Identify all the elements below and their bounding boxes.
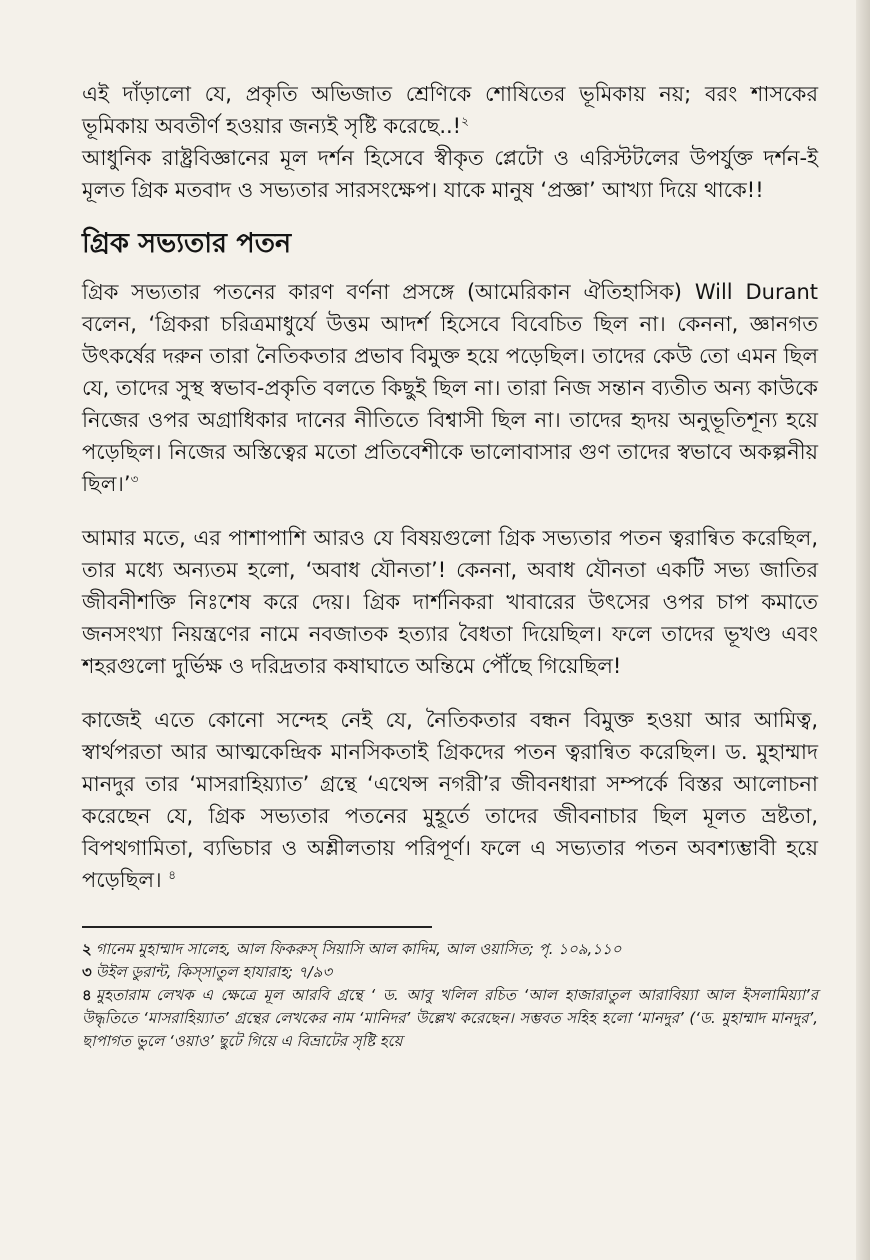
paragraph-2: আধুনিক রাষ্ট্রবিজ্ঞানের মূল দর্শন হিসেবে স্বীকৃত প্লেটো ও এরিস্টটলের উপর্যুক্ত দর্শন-ই মূলত গ্রিক মতবাদ ও সভ্যতার সারসংক্ষেপ। যাকে মানুষ ‘প্রজ্ঞা’ আখ্যা দিয়ে থাকে!! (82, 146, 818, 202)
paragraph-5 (82, 704, 818, 896)
footnote-3 (82, 961, 818, 984)
page-binding-shadow (856, 0, 870, 1260)
footnote-4 (82, 984, 818, 1053)
paragraph-4: আমার মতে, এর পাশাপাশি আরও যে বিষয়গুলো গ্রিক সভ্যতার পতন ত্বরান্বিত করেছিল, তার মধ্যে অন্যতম হলো, ‘অবাধ যৌনতা’! কেননা, অবাধ যৌনতা একটি সভ্য জাতির জীবনীশক্তি নিঃশেষ করে দেয়। গ্রিক দার্শনিকরা খাবারের উৎসের ওপর চাপ কমাতে জনসংখ্যা নিয়ন্ত্রণের নামে নবজাতক হত্যার বৈধতা দিয়েছিল। ফলে তাদের ভূখণ্ড এবং শহরগুলো দুর্ভিক্ষ ও দরিদ্রতার কষাঘাতে অন্তিমে পৌঁছে গিয়েছিল! (82, 526, 818, 678)
footnote-text: গানেম মুহাম্মাদ সালেহ, আল ফিকরুস্ সিয়াসি আল কাদিম, আল ওয়াসিত; পৃ. ১০৯,১১০ (95, 940, 622, 958)
footnote-text: উইল ডুরান্ট, কিস্সাতুল হাযারাহ; ৭/৯৩ (95, 963, 333, 981)
footnote-mark: ৩ (82, 963, 92, 981)
footnote-ref-4: ৪ (168, 868, 177, 882)
book-page (82, 78, 818, 1053)
footnote-2 (82, 938, 818, 961)
footnote-divider (82, 926, 432, 928)
paragraph-3 (82, 276, 818, 500)
footnote-mark: ৪ (82, 986, 92, 1004)
footnote-ref-3: ৩ (130, 472, 139, 486)
paragraph-1 (82, 78, 818, 142)
section-heading: গ্রিক সভ্যতার পতন (82, 228, 292, 259)
paragraph-1-text: এই দাঁড়ালো যে, প্রকৃতি অভিজাত শ্রেণিকে শোষিতের ভূমিকায় নয়; বরং শাসকের ভূমিকায় অবতীর্ণ হওয়ার জন্যই সৃষ্টি করেছে..! (82, 82, 818, 138)
paragraph-3-text: গ্রিক সভ্যতার পতনের কারণ বর্ণনা প্রসঙ্গে (আমেরিকান ঐতিহাসিক) Will Durant বলেন, ‘গ্রিকরা চরিত্রমাধুর্যে উত্তম আদর্শ হিসেবে বিবেচিত ছিল না। কেননা, জ্ঞানগত উৎকর্ষের দরুন তারা নৈতিকতার প্রভাব বিমুক্ত হয়ে পড়েছিল। তাদের কেউ তো এমন ছিল যে, তাদের সুস্থ স্বভাব-প্রকৃতি বলতে কিছুই ছিল না। তারা নিজ সন্তান ব্যতীত অন্য কাউকে নিজের ওপর অগ্রাধিকার দানের নীতিতে বিশ্বাসী ছিল না। তাদের হৃদয় অনুভূতিশূন্য হয়ে পড়েছিল। নিজের অস্তিত্বের মতো প্রতিবেশীকে ভালোবাসার গুণ তাদের স্বভাবে অকল্পনীয় ছিল।’ (82, 280, 818, 496)
paragraph-5-text: কাজেই এতে কোনো সন্দেহ নেই যে, নৈতিকতার বন্ধন বিমুক্ত হওয়া আর আমিত্ব, স্বার্থপরতা আর আত্মকেন্দ্রিক মানসিকতাই গ্রিকদের পতন ত্বরান্বিত করেছিল। ড. মুহাম্মাদ মানদুর তার ‘মাসরাহিয়্যাত’ গ্রন্থে ‘এথেন্স নগরী’র জীবনধারা সম্পর্কে বিস্তর আলোচনা করেছেন যে, গ্রিক সভ্যতার পতনের মুহূর্তে তাদের জীবনাচার ছিল মূলত ভ্রষ্টতা, বিপথগামিতা, ব্যভিচার ও অশ্লীলতায় পরিপূর্ণ। ফলে এ সভ্যতার পতন অবশ্যম্ভাবী হয়ে পড়েছিল। (82, 708, 818, 892)
footnote-text: মুহতারাম লেখক এ ক্ষেত্রে মূল আরবি গ্রন্থে ‘ ড. আবু খলিল রচিত ‘আল হাজারাতুল আরাবিয়্যা আল ইসলামিয়্যা’র উদ্ধৃতিতে ‘মাসরাহিয়্যাত’ গ্রন্থের লেখকের নাম ‘মানিদর’ উল্লেখ করেছেন। সম্ভবত সহিহ হলো ‘মানদুর’ (‘ড. মুহাম্মাদ মানদুর’, ছাপাগত ভুলে ‘ওয়াও’ ছুটে গিয়ে এ বিভ্রাটের সৃষ্টি হয়ে (82, 986, 818, 1050)
footnote-mark: ২ (82, 940, 92, 958)
footnote-ref-2: ২ (461, 114, 469, 128)
